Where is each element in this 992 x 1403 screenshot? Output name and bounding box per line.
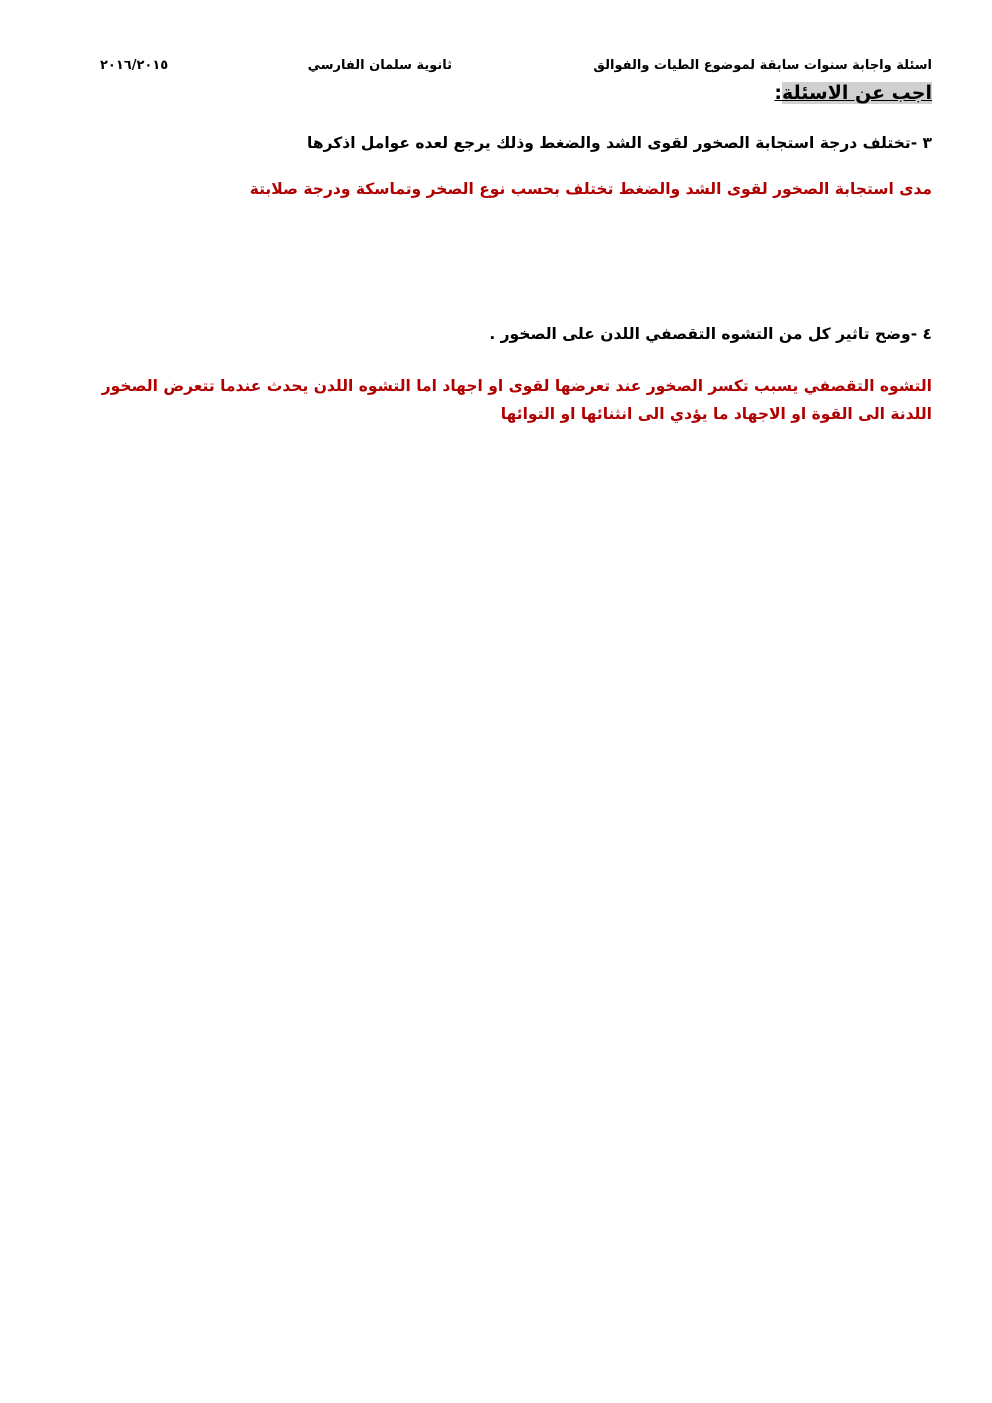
instruction-colon: :: [774, 82, 782, 104]
question-4: ٤ -وضح تاثير كل من التشوه التقصفي اللدن على الصخور .: [489, 325, 932, 343]
answer-4: التشوه التقصفي يسبب تكسر الصخور عند تعرضها لقوى او اجهاد اما التشوه اللدن يحدث عندما تتعرض الصخور اللدنة الى القوة او الاجهاد ما يؤدي الى انثنائها او التوائها: [101, 377, 932, 423]
question-3: ٣ -تختلف درجة استجابة الصخور لقوى الشد والضغط وذلك يرجع لعده عوامل اذكرها: [307, 134, 932, 152]
header-subject: اسئلة واجابة سنوات سابقة لموضوع الطيات والفوالق: [593, 58, 932, 73]
answer-3: مدى استجابة الصخور لقوى الشد والضغط تختلف بحسب نوع الصخر وتماسكة ودرجة صلابتة: [249, 180, 932, 198]
header-year: ٢٠١٦/٢٠١٥: [100, 58, 169, 73]
instruction-text: اجب عن الاسئلة: [781, 82, 932, 104]
header-school: ثانوية سلمان الفارسي: [307, 58, 452, 73]
instruction-heading: [770, 82, 932, 104]
page-header: [100, 58, 932, 78]
